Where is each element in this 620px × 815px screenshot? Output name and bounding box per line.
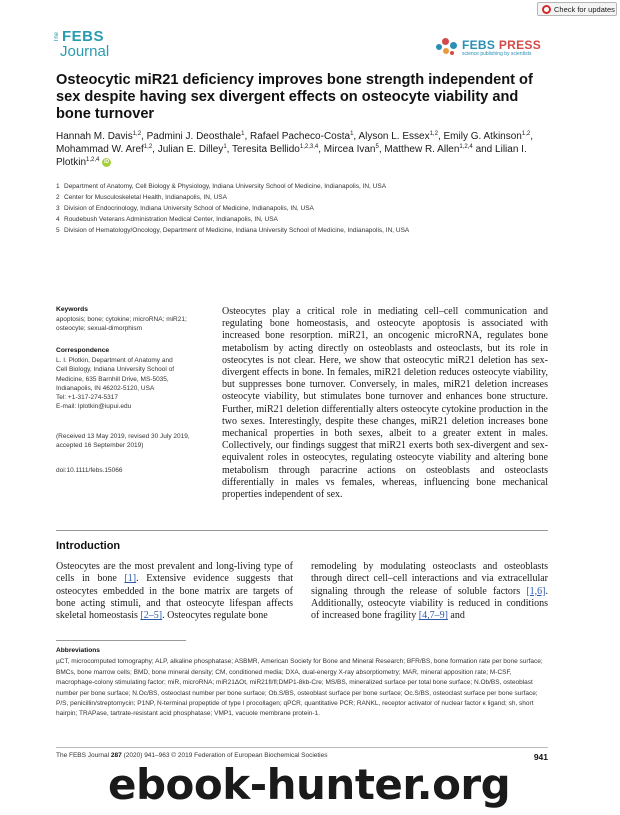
body-text: . Extensive evidence suggests that osteocytes embedded in the bone matrix are targets of bone acting stimuli, and that osteocyte lifespan affects skeletal homeostasis [56, 573, 293, 622]
correspondence-line: Medicine, 635 Barnhill Drive, MS-5035, [56, 375, 169, 383]
footer-citation [56, 752, 328, 759]
body-text: . Osteocytes regulate bone [162, 610, 268, 622]
received-dates: (Received 13 May 2019, revised 30 July 2019, accepted 16 September 2019) [56, 433, 190, 450]
author-name: Julian E. Dilley [157, 144, 224, 155]
author-name: Mircea Ivan [323, 144, 376, 155]
author-name: Hannah M. Davis [56, 131, 133, 142]
citation-link[interactable]: [2–5] [140, 610, 163, 622]
febs-journal-logo [54, 30, 124, 60]
author-affiliation-mark: 1,2 [429, 131, 438, 137]
abbreviations-block [56, 646, 548, 720]
footer-volume: 287 [110, 752, 122, 759]
author-affiliation-mark: 1,2 [132, 131, 142, 137]
affiliation-item [56, 203, 556, 214]
introduction-column-right [311, 561, 548, 622]
febs-press-tagline: science publishing by scientists [462, 50, 532, 57]
citation-link[interactable]: [1,6] [526, 585, 546, 597]
watermark-text: ebook-hunter.org [108, 760, 511, 809]
author-name: Lilian I. Plotkin [56, 144, 527, 168]
affiliation-text: Department of Anatomy, Cell Biology & Physiology, Indiana University School of Medicine, Indianapolis, IN, USA [64, 183, 387, 190]
orcid-icon[interactable]: iD [104, 158, 110, 165]
febs-press-logo [436, 37, 541, 57]
citation-link[interactable]: [4,7–9] [418, 610, 448, 622]
body-text: and [447, 610, 465, 622]
author-name: Emily G. Atkinson [443, 131, 522, 142]
affiliation-number: 3 [56, 205, 60, 212]
author-affiliation-mark: 1 [350, 131, 354, 137]
affiliation-text: Center for Musculoskeletal Health, Indianapolis, IN, USA [64, 194, 227, 201]
logo-febs: FEBS [62, 28, 105, 45]
author-name: Matthew R. Allen [384, 144, 460, 155]
author-name: Alyson L. Essex [358, 131, 430, 142]
correspondence-heading: Correspondence [56, 347, 110, 354]
affiliation-number: 1 [56, 183, 60, 190]
affiliation-text: Division of Endocrinology, Indiana University School of Medicine, Indianapolis, IN, USA [64, 205, 314, 212]
affiliation-number: 4 [56, 216, 60, 223]
doi-link[interactable]: doi:10.1111/febs.15066 [56, 467, 123, 474]
check-updates-label: Check for updates [554, 4, 615, 14]
author-affiliation-mark: 1 [223, 144, 227, 150]
affiliation-number: 2 [56, 194, 60, 201]
affiliation-text: Division of Hematology/Oncology, Department of Medicine, Indiana University School of Medicine, Indianapolis, IN, USA [64, 227, 410, 234]
affiliation-number: 5 [56, 227, 60, 234]
correspondence-line: Tel: +1-317-274-5317 [56, 394, 118, 402]
febs-press-name: FEBS PRESS [462, 37, 542, 52]
author-affiliation-mark: 1,2,3,4 [299, 144, 319, 150]
author-affiliation-mark: 1 [241, 131, 245, 137]
section-divider [56, 530, 548, 531]
check-for-updates-button[interactable] [537, 2, 617, 16]
footer-rest: (2020) 941–963 © 2019 Federation of European Biochemical Societies [123, 752, 328, 759]
author-affiliation-mark: 1,2,4 [86, 157, 100, 163]
page-number: 941 [533, 752, 548, 762]
correspondence-line: L. I. Plotkin, Department of Anatomy and [56, 357, 173, 365]
abbreviations-text: µCT, microcomputed tomography; ALP, alkaline phosphatase; ASBMR, American Society for Bone and Mineral Research; BFR/BS, bone formation rate per bone surface; BMCs, bone marrow cells; BMD, bone mineral density; CM, conditioned media; DXA, dual-energy X-ray absorptiometry; MAR, mineral apposition rate; M-CSF, macrophage-colony stimulating factor; miR, microRNA; miR21ΔOt, miR21fl/fl;DMP1-8kb-Cre; MS/BS, mineralized surface per total bone surface; N.Ob/BS, osteoblast number per bone surface; N.Oc/BS, osteoclast number per bone surface; Ob.S/BS, osteoblast surface per bone surface; Oc.S/BS, osteoclast surface per bone surface; P/S, penicillin/streptomycin; P1NP, N-terminal propeptide of type I procollagen; qPCR, quantitative PCR; RANKL, receptor activator of nuclear factor κ ligand; sh, short hairpin; TRAPase, tartrate-resistant acid phosphatase; VMP1, vacuole membrane protein-1. [56, 658, 543, 718]
author-affiliation-mark: 1,2 [521, 131, 531, 137]
affiliation-item [56, 181, 556, 192]
author-name: Padmini J. Deosthale [146, 131, 242, 142]
logo-journal: Journal [60, 43, 110, 60]
article-title: Osteocytic miR21 deficiency improves bone strength independent of sex despite having sex divergent effects on osteocyte viability and bone turnover [56, 72, 533, 122]
abstract-text: Osteocytes play a critical role in mediating cell–cell communication and regulating bone homeostasis, and osteocyte apoptosis is associated with increased bone resorption. miR21, an oncogenic microRNA, regulates bone metabolism by acting directly on osteoblasts and osteoclasts, but its role in osteocytes is not clear. Here, we show that osteocytic miR21 deletion has sex-divergent effects in bone. In females, miR21 deletion reduces osteocyte viability, but suppresses bone turnover. Conversely, in males, miR21 deletion increases osteocyte viability, but stimulates bone turnover and enhances bone structure. Further, miR21 deletion differentially alters osteocyte cytokine production in the two sexes. Interestingly, despite these changes, miR21 deletion increases bone mechanical properties in both sexes, albeit to a greater extent in males. Collectively, our findings suggest that miR21 exerts both sex-divergent and sex-equivalent roles in osteocytes, regulating osteocyte viability and altering bone metabolism through paracrine actions on osteoblasts and osteoclasts differentially in males vs females, whereas, influencing bone mechanical properties independent of sex. [222, 306, 548, 501]
keywords-heading: Keywords [56, 306, 88, 313]
abbreviations-heading: Abbreviations [56, 647, 100, 654]
correspondence-line: Indianapolis, IN 46202-5120, USA [56, 384, 155, 392]
correspondence-line: Cell Biology, Indiana University School of [56, 366, 175, 374]
abbreviations-divider [56, 640, 186, 641]
introduction-column-left [56, 561, 293, 622]
keywords-text: apoptosis; bone; cytokine; microRNA; miR21; osteocyte; sexual-dimorphism [56, 316, 187, 333]
febs-press-dots-icon [436, 37, 458, 57]
affiliation-item [56, 225, 556, 236]
author-name: Teresita Bellido [232, 144, 300, 155]
introduction-heading: Introduction [56, 540, 121, 552]
keywords-block [56, 305, 216, 334]
author-affiliation-mark: 1,2,4 [459, 144, 473, 150]
footer-divider [56, 747, 548, 748]
author-name: Mohammad W. Aref [56, 144, 144, 155]
footer-journal: The FEBS Journal [56, 752, 110, 759]
body-text: . Additionally, osteocyte viability is reduced in conditions of increased bone fragility [311, 585, 548, 622]
crossmark-icon [542, 5, 551, 14]
correspondence-email[interactable]: E-mail: lplotkin@iupui.edu [56, 403, 132, 411]
author-list: Hannah M. Davis$^{1,2}$, Padmini J. Deosthale$^1$, Rafael Pacheco-Costa$^1$, Alyson L. Essex$^{1,2}$, Emily G. Atkinson$^{1,2}$, Mohammad W. Aref$^{1,2}$, Julian E. Dilley$^1$, Teresita Bellido$^{1,2,3,4}$, Mircea Ivan$^5$, Matthew R. Allen$^{1,2,4}$ and Lilian I. Plotkin$^{1,2,4}$ iD [56, 131, 533, 168]
affiliation-item [56, 192, 556, 203]
affiliation-item [56, 214, 556, 225]
citation-link[interactable]: [1] [124, 573, 137, 585]
author-joiner: and [475, 144, 496, 155]
author-affiliation-mark: 5 [375, 144, 379, 150]
author-name: Rafael Pacheco-Costa [250, 131, 351, 142]
body-text: Osteocytes are the most prevalent and long-living type of cells in bone [56, 561, 293, 585]
correspondence-block [56, 346, 216, 411]
body-text: remodeling by modulating osteoclasts and osteoblasts through direct cell–cell interactions and via extracellular signaling through the release of soluble factors [311, 561, 548, 597]
affiliation-list [56, 181, 556, 236]
affiliation-text: Roudebush Veterans Administration Medical Center, Indianapolis, IN, USA [64, 216, 278, 223]
author-affiliation-mark: 1,2 [143, 144, 153, 150]
logo-the: The [54, 32, 60, 43]
